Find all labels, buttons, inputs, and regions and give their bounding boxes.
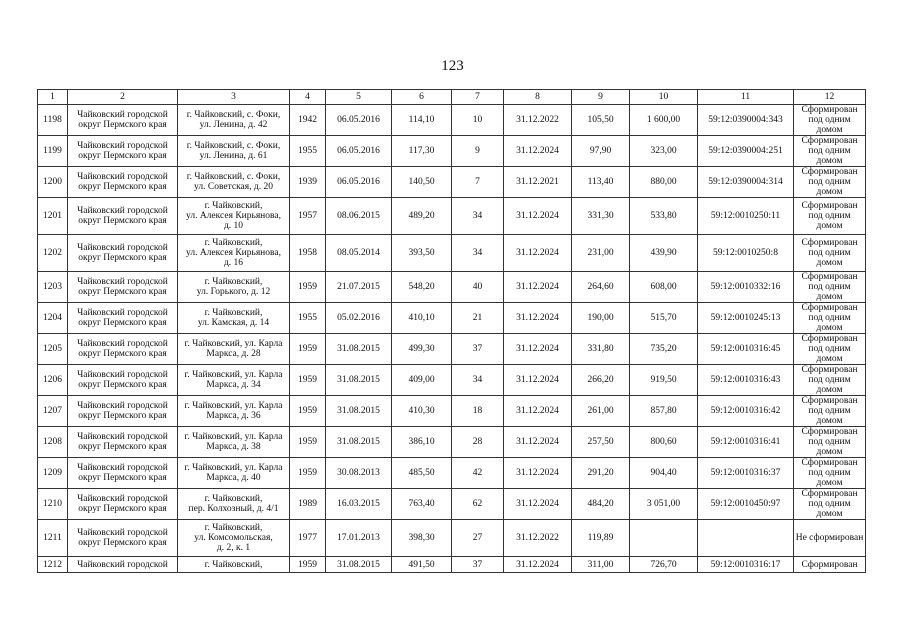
deadline-cell: 31.12.2021 <box>504 167 572 198</box>
row-number-cell: 1198 <box>38 105 68 136</box>
status-cell: Сформирован под одним домом <box>794 105 866 136</box>
district-cell: Чайковский городской округ Пермского края <box>68 396 178 427</box>
table-row <box>38 105 866 136</box>
status-cell: Сформирован под одним домом <box>794 136 866 167</box>
land-area-cell: 439,90 <box>630 235 698 272</box>
land-area-cell: 726,70 <box>630 557 698 573</box>
table-row <box>38 235 866 272</box>
row-number-cell: 1204 <box>38 303 68 334</box>
area-cell: 489,20 <box>392 198 452 235</box>
count-cell: 18 <box>452 396 504 427</box>
area-cell: 114,10 <box>392 105 452 136</box>
district-cell: Чайковский городской округ Пермского края <box>68 105 178 136</box>
status-cell: Сформирован под одним домом <box>794 334 866 365</box>
year-cell: 1977 <box>290 520 326 557</box>
count-cell: 37 <box>452 557 504 573</box>
year-cell: 1959 <box>290 557 326 573</box>
date-cell: 31.08.2015 <box>326 334 392 365</box>
page-number: 123 <box>441 58 464 74</box>
land-area-cell: 1 600,00 <box>630 105 698 136</box>
count-cell: 34 <box>452 235 504 272</box>
address-cell: г. Чайковский, ул. Алексея Кирьянова, д. 10 <box>178 198 290 235</box>
header-cell-5: 5 <box>326 90 392 105</box>
year-cell: 1959 <box>290 427 326 458</box>
table-row <box>38 303 866 334</box>
count-cell: 10 <box>452 105 504 136</box>
count-cell: 28 <box>452 427 504 458</box>
table-row <box>38 427 866 458</box>
status-cell: Не сформирован <box>794 520 866 557</box>
deadline-cell: 31.12.2024 <box>504 198 572 235</box>
land-area-cell: 323,00 <box>630 136 698 167</box>
area2-cell: 261,00 <box>572 396 630 427</box>
cadastral-cell: 59:12:0010245:13 <box>698 303 794 334</box>
land-area-cell: 735,20 <box>630 334 698 365</box>
address-cell: г. Чайковский, с. Фоки, ул. Ленина, д. 61 <box>178 136 290 167</box>
district-cell: Чайковский городской округ Пермского края <box>68 272 178 303</box>
district-cell: Чайковский городской <box>68 557 178 573</box>
header-cell-8: 8 <box>504 90 572 105</box>
land-area-cell <box>630 520 698 557</box>
year-cell: 1989 <box>290 489 326 520</box>
year-cell: 1959 <box>290 458 326 489</box>
district-cell: Чайковский городской округ Пермского края <box>68 334 178 365</box>
date-cell: 17.01.2013 <box>326 520 392 557</box>
status-cell: Сформирован под одним домом <box>794 396 866 427</box>
district-cell: Чайковский городской округ Пермского края <box>68 136 178 167</box>
address-cell: г. Чайковский, ул. Карла Маркса, д. 38 <box>178 427 290 458</box>
row-number-cell: 1200 <box>38 167 68 198</box>
header-cell-1: 1 <box>38 90 68 105</box>
year-cell: 1959 <box>290 396 326 427</box>
area-cell: 386,10 <box>392 427 452 458</box>
date-cell: 31.08.2015 <box>326 557 392 573</box>
header-cell-11: 11 <box>698 90 794 105</box>
area2-cell: 266,20 <box>572 365 630 396</box>
area-cell: 410,30 <box>392 396 452 427</box>
address-cell: г. Чайковский, с. Фоки, ул. Ленина, д. 42 <box>178 105 290 136</box>
area2-cell: 113,40 <box>572 167 630 198</box>
area-cell: 393,50 <box>392 235 452 272</box>
land-area-cell: 857,80 <box>630 396 698 427</box>
address-cell: г. Чайковский, с. Фоки, ул. Советская, д. 20 <box>178 167 290 198</box>
deadline-cell: 31.12.2024 <box>504 136 572 167</box>
deadline-cell: 31.12.2024 <box>504 365 572 396</box>
district-cell: Чайковский городской округ Пермского края <box>68 520 178 557</box>
land-area-cell: 880,00 <box>630 167 698 198</box>
area-cell: 398,30 <box>392 520 452 557</box>
row-number-cell: 1205 <box>38 334 68 365</box>
date-cell: 31.08.2015 <box>326 396 392 427</box>
row-number-cell: 1201 <box>38 198 68 235</box>
table-row <box>38 334 866 365</box>
count-cell: 27 <box>452 520 504 557</box>
district-cell: Чайковский городской округ Пермского края <box>68 489 178 520</box>
cadastral-cell: 59:12:0010316:45 <box>698 334 794 365</box>
row-number-cell: 1203 <box>38 272 68 303</box>
deadline-cell: 31.12.2024 <box>504 427 572 458</box>
address-cell: г. Чайковский, ул. Алексея Кирьянова, д. 16 <box>178 235 290 272</box>
district-cell: Чайковский городской округ Пермского края <box>68 235 178 272</box>
count-cell: 9 <box>452 136 504 167</box>
area2-cell: 291,20 <box>572 458 630 489</box>
table-row <box>38 520 866 557</box>
cadastral-cell: 59:12:0010332:16 <box>698 272 794 303</box>
area-cell: 548,20 <box>392 272 452 303</box>
address-cell: г. Чайковский, ул. Карла Маркса, д. 34 <box>178 365 290 396</box>
table-row <box>38 272 866 303</box>
area-cell: 763,40 <box>392 489 452 520</box>
row-number-cell: 1211 <box>38 520 68 557</box>
year-cell: 1959 <box>290 365 326 396</box>
area2-cell: 119,89 <box>572 520 630 557</box>
cadastral-cell: 59:12:0390004:314 <box>698 167 794 198</box>
date-cell: 06.05.2016 <box>326 105 392 136</box>
year-cell: 1957 <box>290 198 326 235</box>
header-cell-2: 2 <box>68 90 178 105</box>
date-cell: 08.06.2015 <box>326 198 392 235</box>
area-cell: 117,30 <box>392 136 452 167</box>
header-cell-9: 9 <box>572 90 630 105</box>
row-number-cell: 1206 <box>38 365 68 396</box>
row-number-cell: 1210 <box>38 489 68 520</box>
address-cell: г. Чайковский, пер. Колхозный, д. 4/1 <box>178 489 290 520</box>
address-cell: г. Чайковский, ул. Горького, д. 12 <box>178 272 290 303</box>
address-cell: г. Чайковский, ул. Карла Маркса, д. 40 <box>178 458 290 489</box>
land-area-cell: 533,80 <box>630 198 698 235</box>
housing-table <box>37 89 866 573</box>
area2-cell: 311,00 <box>572 557 630 573</box>
area2-cell: 331,80 <box>572 334 630 365</box>
status-cell: Сформирован под одним домом <box>794 272 866 303</box>
table-row <box>38 136 866 167</box>
area-cell: 491,50 <box>392 557 452 573</box>
row-number-cell: 1202 <box>38 235 68 272</box>
deadline-cell: 31.12.2024 <box>504 489 572 520</box>
area2-cell: 257,50 <box>572 427 630 458</box>
table-row <box>38 198 866 235</box>
status-cell: Сформирован под одним домом <box>794 365 866 396</box>
date-cell: 05.02.2016 <box>326 303 392 334</box>
area-cell: 140,50 <box>392 167 452 198</box>
count-cell: 37 <box>452 334 504 365</box>
area-cell: 485,50 <box>392 458 452 489</box>
cadastral-cell: 59:12:0010450:97 <box>698 489 794 520</box>
row-number-cell: 1208 <box>38 427 68 458</box>
address-cell: г. Чайковский, ул. Камская, д. 14 <box>178 303 290 334</box>
year-cell: 1939 <box>290 167 326 198</box>
year-cell: 1942 <box>290 105 326 136</box>
land-area-cell: 800,60 <box>630 427 698 458</box>
header-cell-4: 4 <box>290 90 326 105</box>
status-cell: Сформирован под одним домом <box>794 303 866 334</box>
deadline-cell: 31.12.2022 <box>504 105 572 136</box>
date-cell: 16.03.2015 <box>326 489 392 520</box>
deadline-cell: 31.12.2024 <box>504 334 572 365</box>
address-cell: г. Чайковский, ул. Карла Маркса, д. 28 <box>178 334 290 365</box>
cadastral-cell: 59:12:0390004:343 <box>698 105 794 136</box>
header-cell-7: 7 <box>452 90 504 105</box>
table-row <box>38 489 866 520</box>
land-area-cell: 515,70 <box>630 303 698 334</box>
area2-cell: 484,20 <box>572 489 630 520</box>
status-cell: Сформирован под одним домом <box>794 198 866 235</box>
address-cell: г. Чайковский, <box>178 557 290 573</box>
deadline-cell: 31.12.2024 <box>504 557 572 573</box>
cadastral-cell: 59:12:0010316:43 <box>698 365 794 396</box>
table-row <box>38 396 866 427</box>
count-cell: 34 <box>452 365 504 396</box>
date-cell: 21.07.2015 <box>326 272 392 303</box>
deadline-cell: 31.12.2024 <box>504 458 572 489</box>
district-cell: Чайковский городской округ Пермского края <box>68 167 178 198</box>
table-row <box>38 458 866 489</box>
header-cell-3: 3 <box>178 90 290 105</box>
district-cell: Чайковский городской округ Пермского края <box>68 303 178 334</box>
count-cell: 42 <box>452 458 504 489</box>
area-cell: 499,30 <box>392 334 452 365</box>
date-cell: 30.08.2013 <box>326 458 392 489</box>
date-cell: 08.05.2014 <box>326 235 392 272</box>
status-cell: Сформирован под одним домом <box>794 489 866 520</box>
area2-cell: 264,60 <box>572 272 630 303</box>
date-cell: 31.08.2015 <box>326 427 392 458</box>
land-area-cell: 919,50 <box>630 365 698 396</box>
area2-cell: 105,50 <box>572 105 630 136</box>
land-area-cell: 3 051,00 <box>630 489 698 520</box>
deadline-cell: 31.12.2024 <box>504 303 572 334</box>
cadastral-cell: 59:12:0010316:42 <box>698 396 794 427</box>
cadastral-cell: 59:12:0010316:17 <box>698 557 794 573</box>
address-cell: г. Чайковский, ул. Комсомольская, д. 2, к. 1 <box>178 520 290 557</box>
year-cell: 1959 <box>290 334 326 365</box>
deadline-cell: 31.12.2022 <box>504 520 572 557</box>
header-cell-6: 6 <box>392 90 452 105</box>
year-cell: 1955 <box>290 136 326 167</box>
header-cell-12: 12 <box>794 90 866 105</box>
date-cell: 06.05.2016 <box>326 136 392 167</box>
address-cell: г. Чайковский, ул. Карла Маркса, д. 36 <box>178 396 290 427</box>
row-number-cell: 1199 <box>38 136 68 167</box>
count-cell: 7 <box>452 167 504 198</box>
table-row <box>38 365 866 396</box>
status-cell: Сформирован под одним домом <box>794 427 866 458</box>
year-cell: 1955 <box>290 303 326 334</box>
header-cell-10: 10 <box>630 90 698 105</box>
row-number-cell: 1207 <box>38 396 68 427</box>
row-number-cell: 1212 <box>38 557 68 573</box>
deadline-cell: 31.12.2024 <box>504 272 572 303</box>
count-cell: 34 <box>452 198 504 235</box>
cadastral-cell: 59:12:0390004:251 <box>698 136 794 167</box>
table-row <box>38 167 866 198</box>
area-cell: 410,10 <box>392 303 452 334</box>
cadastral-cell: 59:12:0010316:37 <box>698 458 794 489</box>
cadastral-cell: 59:12:0010250:8 <box>698 235 794 272</box>
count-cell: 40 <box>452 272 504 303</box>
year-cell: 1958 <box>290 235 326 272</box>
area2-cell: 190,00 <box>572 303 630 334</box>
status-cell: Сформирован под одним домом <box>794 167 866 198</box>
area2-cell: 331,30 <box>572 198 630 235</box>
year-cell: 1959 <box>290 272 326 303</box>
header-row <box>38 90 866 105</box>
district-cell: Чайковский городской округ Пермского края <box>68 365 178 396</box>
area2-cell: 231,00 <box>572 235 630 272</box>
count-cell: 21 <box>452 303 504 334</box>
area-cell: 409,00 <box>392 365 452 396</box>
table-row <box>38 557 866 573</box>
district-cell: Чайковский городской округ Пермского края <box>68 458 178 489</box>
count-cell: 62 <box>452 489 504 520</box>
status-cell: Сформирован <box>794 557 866 573</box>
status-cell: Сформирован под одним домом <box>794 235 866 272</box>
status-cell: Сформирован под одним домом <box>794 458 866 489</box>
date-cell: 06.05.2016 <box>326 167 392 198</box>
deadline-cell: 31.12.2024 <box>504 396 572 427</box>
cadastral-cell: 59:12:0010250:11 <box>698 198 794 235</box>
date-cell: 31.08.2015 <box>326 365 392 396</box>
land-area-cell: 608,00 <box>630 272 698 303</box>
deadline-cell: 31.12.2024 <box>504 235 572 272</box>
district-cell: Чайковский городской округ Пермского края <box>68 198 178 235</box>
land-area-cell: 904,40 <box>630 458 698 489</box>
district-cell: Чайковский городской округ Пермского края <box>68 427 178 458</box>
area2-cell: 97,90 <box>572 136 630 167</box>
cadastral-cell <box>698 520 794 557</box>
cadastral-cell: 59:12:0010316:41 <box>698 427 794 458</box>
row-number-cell: 1209 <box>38 458 68 489</box>
